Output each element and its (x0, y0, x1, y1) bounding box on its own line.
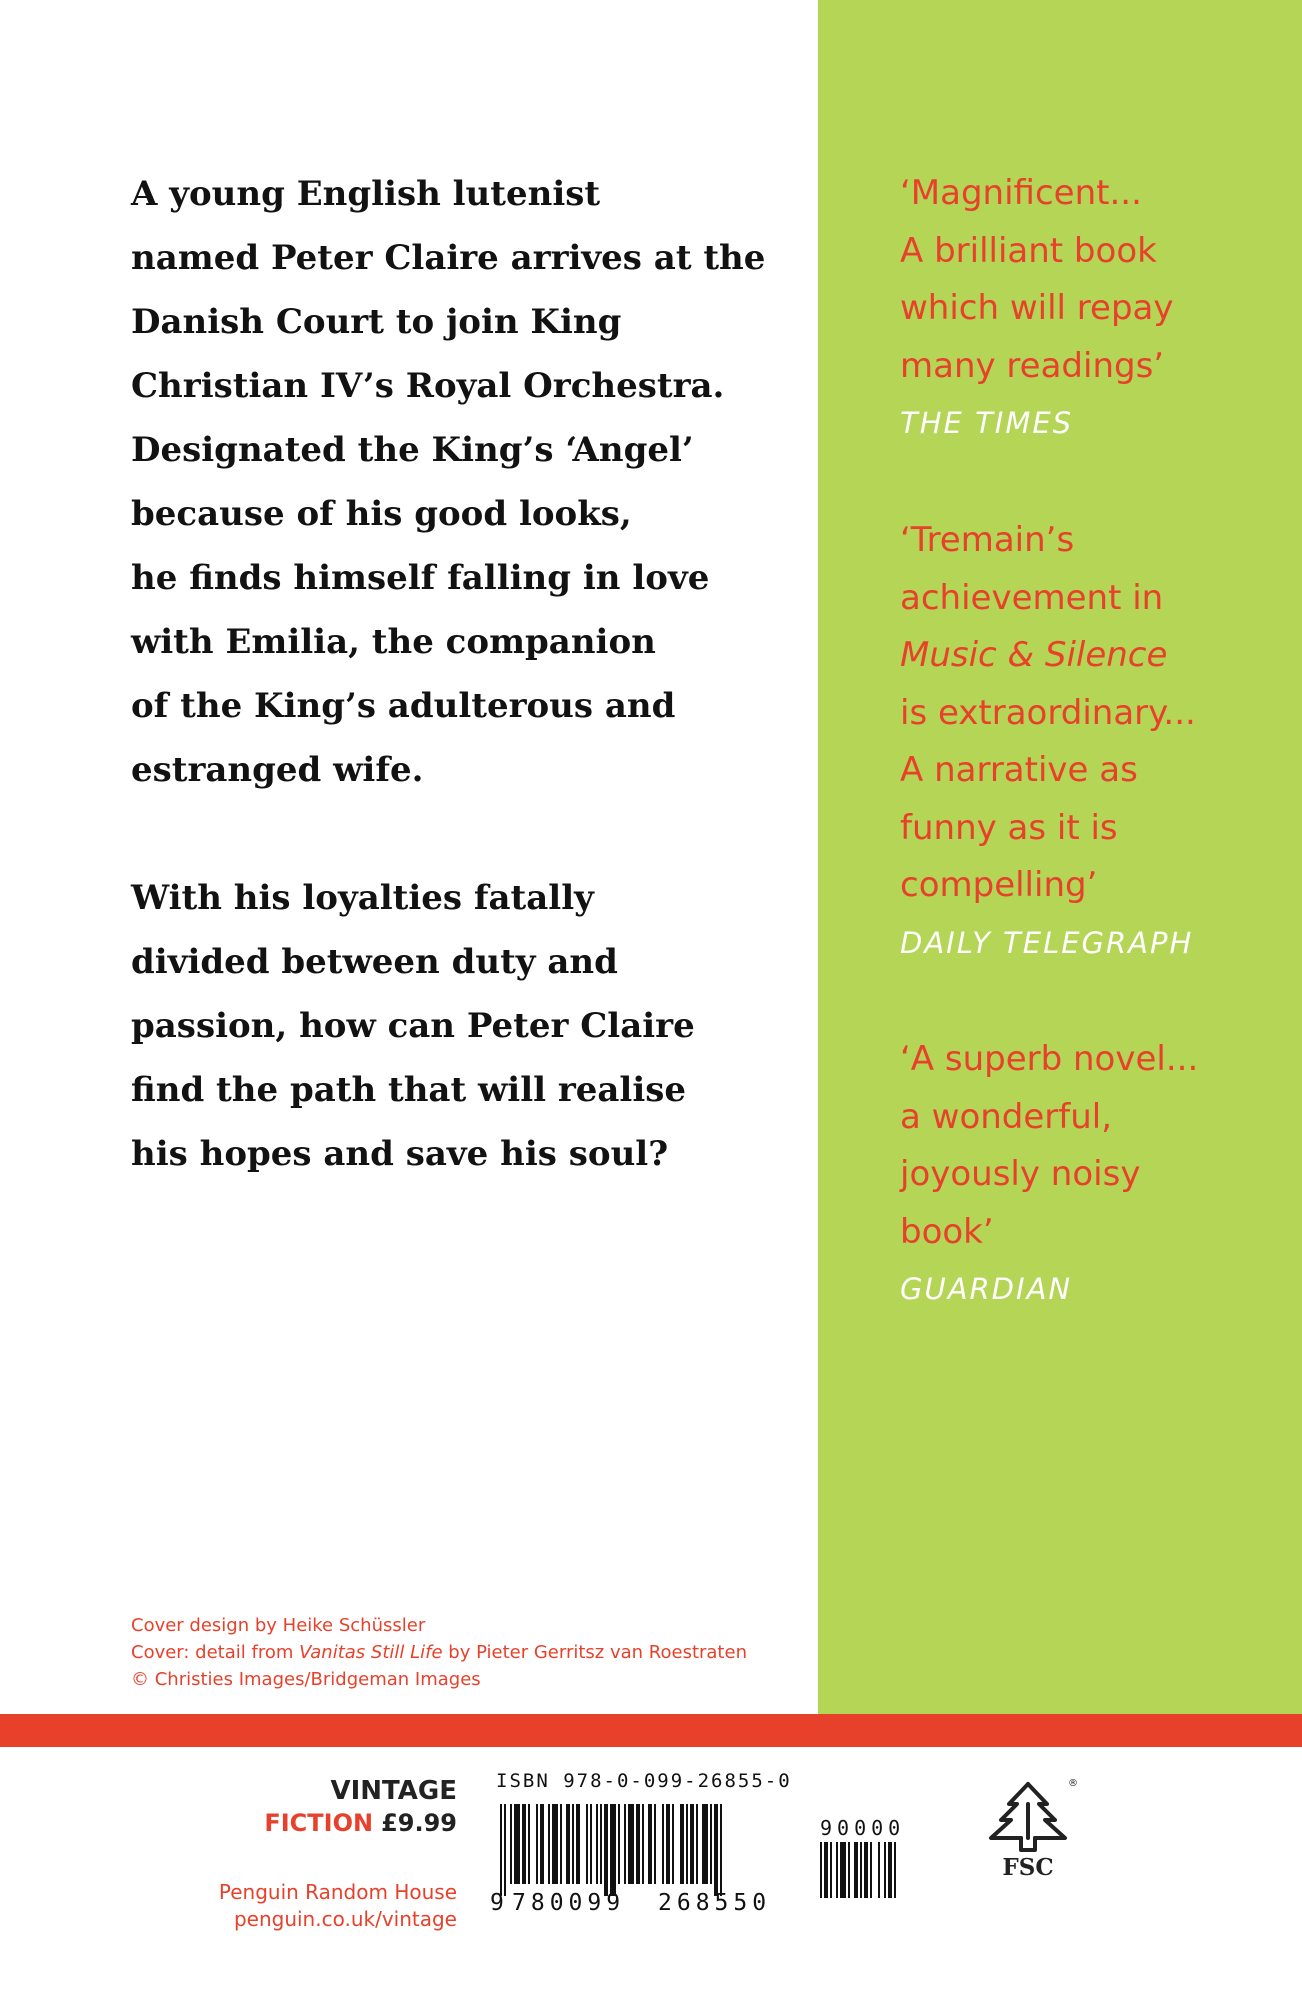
blurb-paragraph-1 (131, 162, 771, 802)
quote-line: book’ (900, 1211, 994, 1252)
image-credit-suffix: by Pieter Gerritsz van Roestraten (442, 1642, 747, 1663)
image-credit (131, 1639, 747, 1666)
addon-barcode-bars (820, 1842, 940, 1898)
barcode-bar (824, 1842, 828, 1898)
barcode (490, 1770, 950, 1920)
publisher-website: penguin.co.uk/vintage (233, 1907, 457, 1931)
red-divider-bar (0, 1714, 1302, 1747)
barcode-bar (884, 1842, 886, 1898)
barcode-bar (548, 1804, 550, 1884)
barcode-bar (894, 1842, 896, 1898)
blurb-paragraph-2 (131, 866, 771, 1186)
quote-source: DAILY TELEGRAPH (900, 925, 1194, 960)
barcode-bar (864, 1842, 868, 1898)
fsc-label: FSC (1002, 1854, 1054, 1881)
quote-line: many readings’ (900, 345, 1165, 386)
ean-right-group: 268550 (658, 1890, 772, 1916)
barcode-bar (636, 1804, 640, 1884)
image-credit-prefix: Cover: detail from (131, 1642, 300, 1663)
quote-line: ‘Magnificent... (900, 173, 1142, 213)
barcode-bar (840, 1842, 846, 1898)
barcode-bar (878, 1842, 880, 1898)
barcode-bar (628, 1804, 634, 1884)
isbn-label: ISBN 978-0-099-26855-0 (496, 1770, 792, 1792)
quote-line: a wonderful, (900, 1096, 1113, 1137)
review-quote-guardian (900, 1031, 1290, 1319)
barcode-bar (702, 1804, 708, 1884)
imprint-block (219, 1775, 457, 1933)
barcode-bar (572, 1804, 574, 1884)
barcode-bar (576, 1804, 580, 1884)
price: £9.99 (381, 1809, 457, 1837)
blurb-line: he finds himself falling in love (131, 558, 710, 598)
barcode-bar (666, 1804, 670, 1884)
quote-line: compelling’ (900, 865, 1098, 905)
barcode-bar (552, 1804, 558, 1884)
blurb-line: because of his good looks, (131, 494, 632, 534)
fsc-logo (985, 1778, 1078, 1888)
artwork-title: Vanitas Still Life (299, 1642, 443, 1663)
publishing-house: Penguin Random House (218, 1880, 457, 1904)
quote-line: is extraordinary... (900, 692, 1196, 733)
blurb-line: A young English lutenist (131, 174, 601, 214)
ean-first-digit: 9 (490, 1890, 504, 1916)
price-code: 90000 (820, 1816, 906, 1840)
blurb-line: With his loyalties fatally (131, 878, 594, 918)
cover-credits (131, 1612, 747, 1693)
barcode-bar (714, 1804, 718, 1896)
fsc-tree-icon (985, 1778, 1071, 1854)
barcode-bar (528, 1804, 530, 1884)
quote-line: joyously noisy (900, 1154, 1141, 1194)
quote-source: THE TIMES (900, 406, 1074, 440)
barcode-bar (610, 1804, 616, 1896)
barcode-bar (590, 1804, 592, 1884)
barcode-bar (600, 1804, 602, 1884)
barcode-bar (618, 1804, 620, 1884)
design-credit: Cover design by Heike Schüssler (131, 1615, 426, 1636)
barcode-bar (596, 1804, 598, 1884)
blurb-line: Designated the King’s ‘Angel’ (131, 430, 694, 470)
category: FICTION (264, 1809, 374, 1837)
review-quote-times (900, 165, 1290, 453)
quote-line: funny as it is (900, 807, 1118, 848)
quote-line: ‘Tremain’s (900, 520, 1075, 560)
barcode-bar (662, 1804, 664, 1884)
barcode-bar (870, 1842, 872, 1898)
blurb-line: Christian IV’s Royal Orchestra. (131, 366, 725, 406)
barcode-bar (654, 1804, 656, 1884)
barcode-bar (540, 1804, 544, 1884)
blurb-line: estranged wife. (131, 750, 424, 790)
barcode-bars (500, 1804, 800, 1896)
barcode-bar (624, 1804, 626, 1884)
blurb-line: find the path that will realise (131, 1070, 687, 1110)
blurb-line: Danish Court to join King (131, 302, 622, 342)
review-quote-telegraph (900, 512, 1290, 972)
barcode-bar (536, 1804, 538, 1884)
quote-source: GUARDIAN (900, 1272, 1073, 1306)
ean-left-group: 780099 (512, 1890, 626, 1916)
barcode-bar (680, 1804, 684, 1884)
barcode-bar (510, 1804, 512, 1884)
barcode-bar (696, 1804, 698, 1884)
barcode-bar (560, 1804, 562, 1884)
quote-line: Music & Silence (900, 635, 1168, 675)
barcode-bar (710, 1804, 712, 1884)
blurb-line: of the King’s adulterous and (131, 686, 676, 726)
barcode-bar (504, 1804, 506, 1896)
barcode-bar (586, 1804, 588, 1884)
barcode-bar (848, 1842, 850, 1898)
blurb-line: with Emilia, the companion (131, 622, 656, 662)
barcode-bar (566, 1804, 570, 1884)
copyright-credit: © Christies Images/Bridgeman Images (131, 1669, 481, 1690)
barcode-bar (604, 1804, 608, 1896)
barcode-bar (836, 1842, 838, 1898)
barcode-bar (500, 1804, 502, 1896)
fsc-registered-mark: ® (1068, 1778, 1078, 1789)
barcode-bar (854, 1842, 858, 1898)
barcode-bar (860, 1842, 862, 1898)
blurb-line: passion, how can Peter Claire (131, 1006, 695, 1046)
quote-line: ‘A superb novel... (900, 1039, 1199, 1079)
blurb-line: named Peter Claire arrives at the (131, 238, 766, 278)
barcode-bar (514, 1804, 520, 1884)
blurb-line: his hopes and save his soul? (131, 1134, 669, 1174)
quote-line: which will repay (900, 288, 1174, 328)
barcode-bar (820, 1842, 822, 1898)
publisher-imprint: VINTAGE (330, 1776, 457, 1806)
barcode-bar (888, 1842, 892, 1898)
quote-line: achievement in (900, 577, 1164, 618)
barcode-bar (830, 1842, 832, 1898)
category-price (219, 1807, 457, 1839)
barcode-bar (690, 1804, 694, 1884)
barcode-bar (642, 1804, 644, 1884)
barcode-bar (686, 1804, 688, 1884)
quote-line: A narrative as (900, 750, 1138, 790)
barcode-bar (522, 1804, 526, 1884)
barcode-bar (720, 1804, 722, 1896)
quote-line: A brilliant book (900, 230, 1157, 271)
barcode-bar (648, 1804, 652, 1884)
barcode-bar (672, 1804, 674, 1884)
blurb-line: divided between duty and (131, 942, 618, 982)
blurb (131, 162, 771, 1186)
